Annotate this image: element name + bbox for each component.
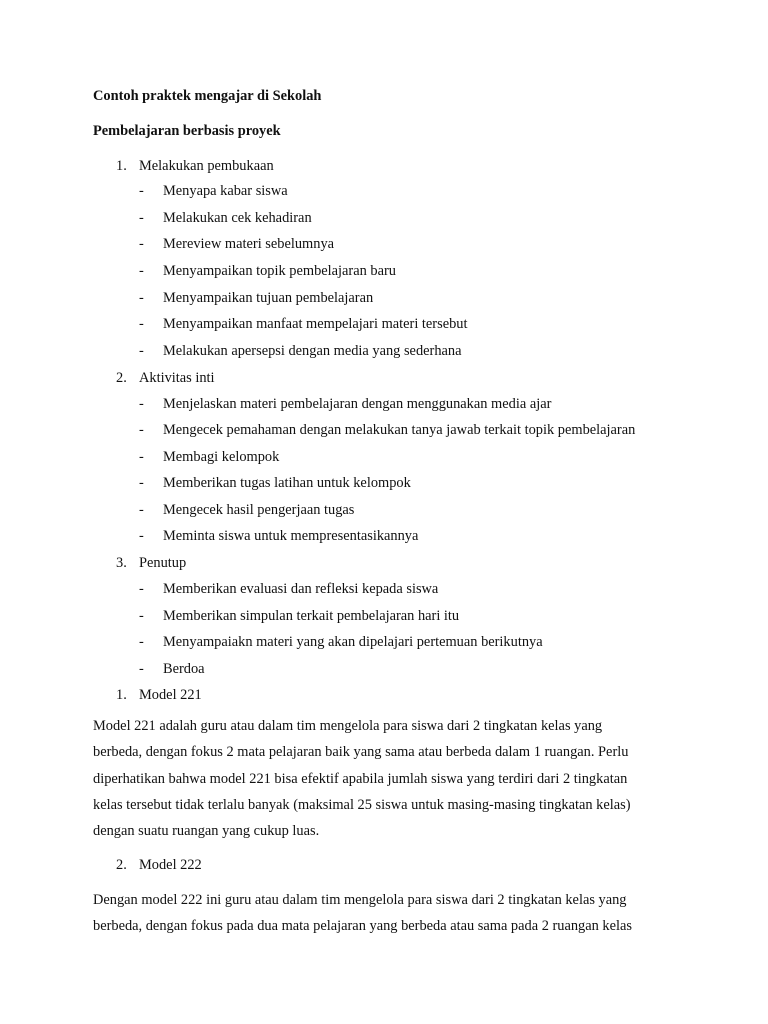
list-item: Berdoa bbox=[163, 661, 205, 677]
list-dash: - bbox=[139, 502, 144, 518]
paragraph-line: diperhatikan bahwa model 221 bisa efektif apabila jumlah siswa yang terdiri dari 2 tingkatan bbox=[93, 770, 628, 787]
list-item: Meminta siswa untuk mempresentasikannya bbox=[163, 528, 419, 544]
paragraph-line: kelas tersebut tidak terlalu banyak (maksimal 25 siswa untuk masing-masing tingkatan kelas) bbox=[93, 796, 631, 813]
section-2-label: Aktivitas inti bbox=[139, 370, 215, 386]
list-item: Menyampaiakn materi yang akan dipelajari pertemuan berikutnya bbox=[163, 634, 543, 650]
list-dash: - bbox=[139, 316, 144, 332]
section-1-number: 1. bbox=[116, 158, 127, 174]
list-dash: - bbox=[139, 290, 144, 306]
list-dash: - bbox=[139, 634, 144, 650]
list-item: Menyampaikan manfaat mempelajari materi tersebut bbox=[163, 316, 468, 332]
list-item: Melakukan apersepsi dengan media yang sederhana bbox=[163, 343, 462, 359]
section-3-label: Penutup bbox=[139, 555, 187, 571]
section-3-number: 3. bbox=[116, 555, 127, 571]
list-item: Memberikan evaluasi dan refleksi kepada siswa bbox=[163, 581, 439, 597]
list-item: Memberikan simpulan terkait pembelajaran hari itu bbox=[163, 608, 460, 624]
list-item: Melakukan cek kehadiran bbox=[163, 210, 312, 226]
list-dash: - bbox=[139, 183, 144, 199]
model-221-number: 1. bbox=[116, 687, 127, 703]
paragraph-line: Model 221 adalah guru atau dalam tim mengelola para siswa dari 2 tingkatan kelas yang bbox=[93, 718, 603, 734]
paragraph-line: dengan suatu ruangan yang cukup luas. bbox=[93, 823, 320, 840]
list-dash: - bbox=[139, 528, 144, 544]
paragraph-line: Dengan model 222 ini guru atau dalam tim mengelola para siswa dari 2 tingkatan kelas yang bbox=[93, 892, 627, 908]
list-item: Menyampaikan topik pembelajaran baru bbox=[163, 263, 396, 279]
list-dash: - bbox=[139, 263, 144, 279]
list-dash: - bbox=[139, 396, 144, 412]
list-item: Membagi kelompok bbox=[163, 449, 280, 465]
list-item: Mengecek hasil pengerjaan tugas bbox=[163, 502, 355, 518]
list-item: Menyampaikan tujuan pembelajaran bbox=[163, 290, 374, 306]
list-dash: - bbox=[139, 236, 144, 252]
document-title: Contoh praktek mengajar di Sekolah bbox=[93, 88, 322, 104]
list-item: Menyapa kabar siswa bbox=[163, 183, 288, 199]
model-222-heading: Model 222 bbox=[139, 857, 202, 873]
list-dash: - bbox=[139, 661, 144, 677]
list-dash: - bbox=[139, 449, 144, 465]
model-221-heading: Model 221 bbox=[139, 687, 202, 703]
list-item: Mengecek pemahaman dengan melakukan tanya jawab terkait topik pembelajaran bbox=[163, 422, 636, 438]
list-item: Menjelaskan materi pembelajaran dengan menggunakan media ajar bbox=[163, 396, 552, 412]
paragraph-line: berbeda, dengan fokus 2 mata pelajaran baik yang sama atau berbeda dalam 1 ruangan. Perlu bbox=[93, 744, 629, 761]
list-dash: - bbox=[139, 210, 144, 226]
model-221-paragraph bbox=[93, 713, 685, 844]
list-item: Mereview materi sebelumnya bbox=[163, 236, 335, 252]
list-dash: - bbox=[139, 608, 144, 624]
list-dash: - bbox=[139, 475, 144, 491]
document-subtitle: Pembelajaran berbasis proyek bbox=[93, 123, 281, 139]
section-2-number: 2. bbox=[116, 370, 127, 386]
model-222-number: 2. bbox=[116, 857, 127, 873]
paragraph-line: berbeda, dengan fokus pada dua mata pelajaran yang berbeda atau sama pada 2 ruangan kelas bbox=[93, 918, 633, 935]
list-dash: - bbox=[139, 581, 144, 597]
list-item: Memberikan tugas latihan untuk kelompok bbox=[163, 475, 411, 491]
model-222-paragraph bbox=[93, 887, 685, 940]
section-1-label: Melakukan pembukaan bbox=[139, 158, 274, 174]
list-dash: - bbox=[139, 422, 144, 438]
list-dash: - bbox=[139, 343, 144, 359]
